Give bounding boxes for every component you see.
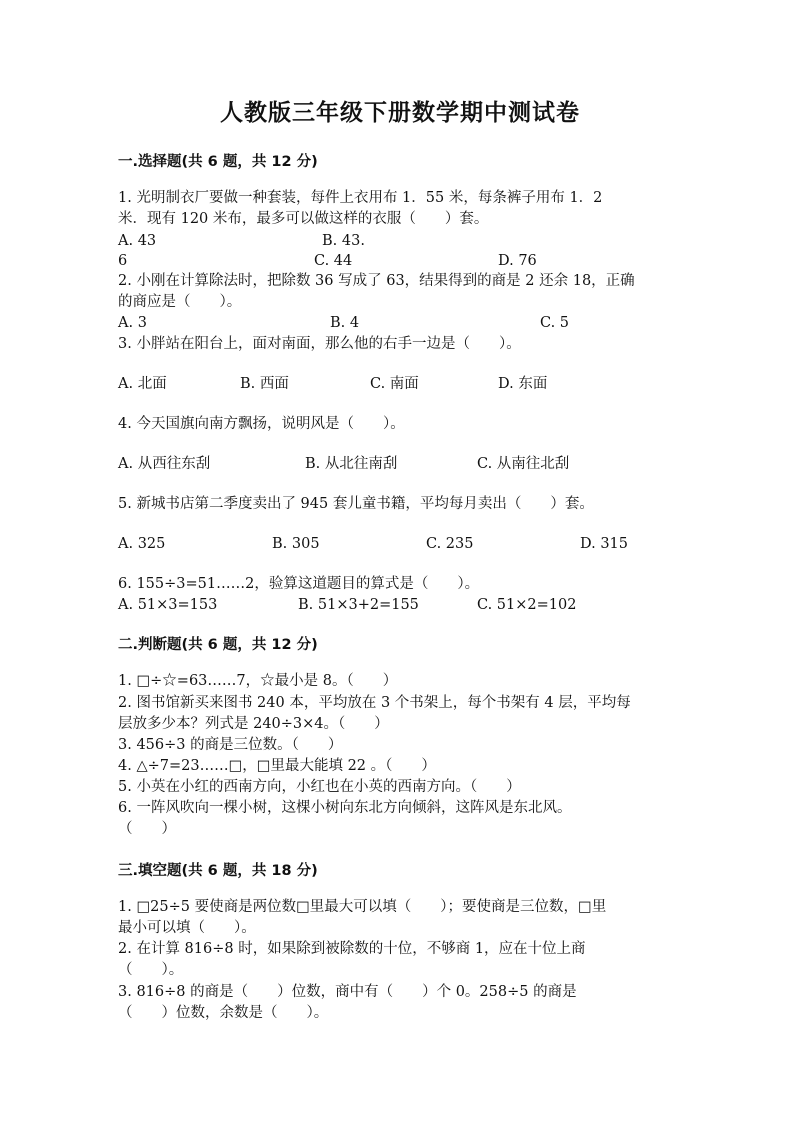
option-d: D. 76 [498,253,537,269]
option-c: C. 5 [540,315,570,331]
option-b: B. 51×3+2=155 [298,597,419,613]
option-a: A. 51×3=153 [118,597,218,613]
question-text: 5. 新城书店第二季度卖出了 945 套儿童书籍，平均每月卖出（ ）套。 [118,496,594,512]
option-d: D. 315 [580,536,629,552]
section-heading-judgement: 二.判断题(共 6 题，共 12 分) [118,637,318,653]
option-b-continued: 6 [118,253,128,269]
question-text: 2. 在计算 816÷8 时，如果除到被除数的十位，不够商 1，应在十位上商 [118,941,586,957]
option-a: A. 43 [118,233,157,249]
question-text: （ ） [118,821,176,837]
option-a: A. 北面 [118,376,167,392]
option-c: C. 44 [314,253,353,269]
question-text: 米．现有 120 米布，最多可以做这样的衣服（ ）套。 [118,211,489,227]
question-text: 3. 816÷8 的商是（ ）位数，商中有（ ）个 0。258÷5 的商是 [118,984,577,1000]
question-text: 2. 小刚在计算除法时，把除数 36 写成了 63，结果得到的商是 2 还余 18，正确 [118,273,635,289]
question-text: 4. △÷7=23……□，□里最大能填 22 。（ ） [118,758,436,774]
option-a: A. 3 [118,315,147,331]
option-c: C. 从南往北刮 [477,456,570,472]
question-text: 5. 小英在小红的西南方向，小红也在小英的西南方向。（ ） [118,779,521,795]
option-a: A. 从西往东刮 [118,456,211,472]
question-text: （ ）位数，余数是（ ）。 [118,1005,329,1021]
question-text: 1. □25÷5 要使商是两位数□里最大可以填（ ）；要使商是三位数，□里 [118,899,607,915]
page-title: 人教版三年级下册数学期中测试卷 [220,100,580,126]
option-b: B. 4 [330,315,360,331]
question-text: 6. 155÷3=51……2，验算这道题目的算式是（ ）。 [118,576,480,592]
question-text: 的商应是（ ）。 [118,294,242,310]
question-text: 最小可以填（ ）。 [118,920,256,936]
question-text: 4. 今天国旗向南方飘扬，说明风是（ ）。 [118,416,405,432]
question-text: 3. 小胖站在阳台上，面对南面，那么他的右手一边是（ ）。 [118,336,521,352]
section-heading-fill-blank: 三.填空题(共 6 题，共 18 分) [118,863,318,879]
option-c: C. 51×2=102 [477,597,577,613]
question-text: 6. 一阵风吹向一棵小树，这棵小树向东北方向倾斜，这阵风是东北风。 [118,800,572,816]
option-b: B. 从北往南刮 [305,456,398,472]
question-text: 1. 光明制衣厂要做一种套装，每件上衣用布 1．55 米，每条裤子用布 1．2 [118,190,603,206]
question-text: 层放多少本？列式是 240÷3×4。（ ） [118,716,389,732]
option-c: C. 南面 [370,376,419,392]
option-a: A. 325 [118,536,166,552]
option-d: D. 东面 [498,376,548,392]
option-b: B. 43. [322,233,365,249]
question-text: （ ）。 [118,962,184,978]
option-c: C. 235 [426,536,474,552]
option-b: B. 西面 [240,376,289,392]
question-text: 3. 456÷3 的商是三位数。（ ） [118,737,343,753]
question-text: 1. □÷☆=63……7，☆最小是 8。（ ） [118,673,398,689]
section-heading-choice: 一.选择题(共 6 题，共 12 分) [118,154,318,170]
question-text: 2. 图书馆新买来图书 240 本，平均放在 3 个书架上，每个书架有 4 层，平均每 [118,695,631,711]
option-b: B. 305 [272,536,320,552]
